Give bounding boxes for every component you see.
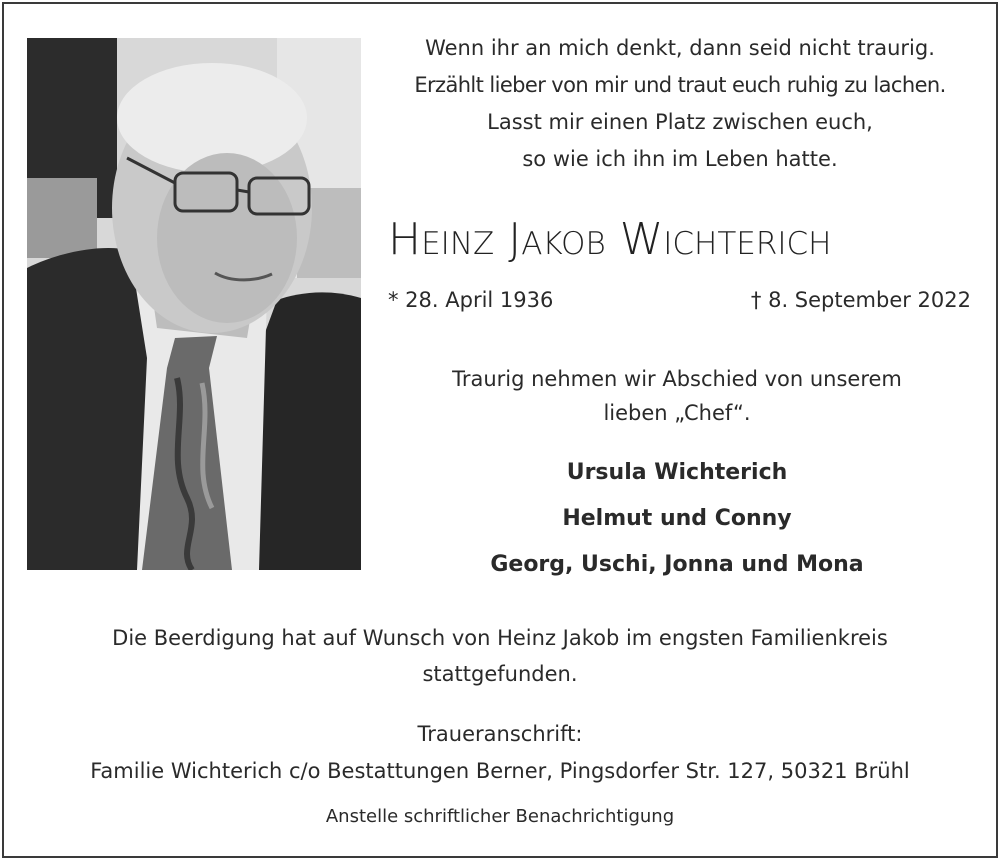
farewell-text <box>380 362 974 430</box>
life-dates <box>388 288 971 312</box>
portrait-photo <box>27 38 361 570</box>
address-label: Traueranschrift: <box>417 722 583 746</box>
funeral-note <box>20 620 980 692</box>
farewell-line: Traurig nehmen wir Abschied von unserem <box>452 367 902 391</box>
birth-date: * 28. April 1936 <box>388 288 554 312</box>
poem-line: so wie ich ihn im Leben hatte. <box>522 147 838 171</box>
poem-line: Lasst mir einen Platz zwischen euch, <box>487 110 873 134</box>
footer-note: Anstelle schriftlicher Benachrichtigung <box>325 806 675 827</box>
farewell-line: lieben „Chef“. <box>603 401 751 425</box>
mourner-name: Ursula Wichterich <box>566 460 788 485</box>
poem <box>380 30 980 178</box>
mourner-name: Georg, Uschi, Jonna und Mona <box>490 552 864 577</box>
poem-line: Wenn ihr an mich denkt, dann seid nicht traurig. <box>425 36 935 60</box>
funeral-line: Die Beerdigung hat auf Wunsch von Heinz Jakob im engsten Familienkreis <box>112 626 888 650</box>
mourner-name: Helmut und Conny <box>562 506 792 531</box>
poem-line: Erzählt lieber von mir und traut euch ruhig zu lachen. <box>414 73 946 97</box>
deceased-name: Heinz Jakob Wichterich <box>388 214 832 265</box>
death-date: † 8. September 2022 <box>750 288 971 312</box>
mourning-address <box>20 716 980 790</box>
mourners-list <box>380 450 974 588</box>
funeral-line: stattgefunden. <box>422 662 578 686</box>
address-text: Familie Wichterich c/o Bestattungen Berner, Pingsdorfer Str. 127, 50321 Brühl <box>90 759 910 783</box>
